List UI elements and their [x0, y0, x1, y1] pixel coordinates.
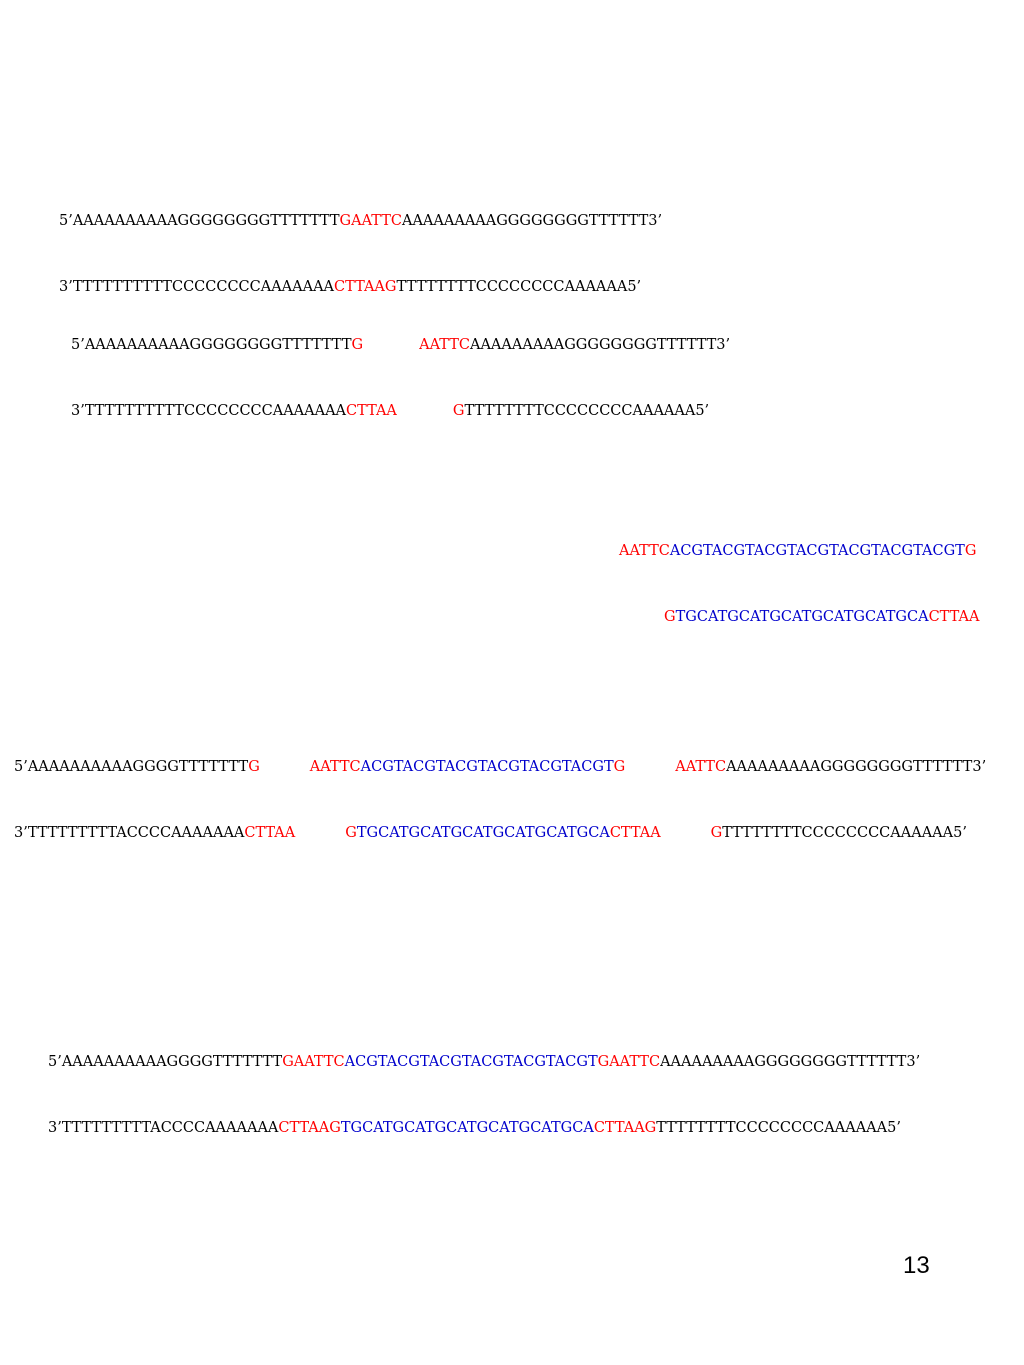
insert-seq: ACGTACGTACGTACGTACGTACGT [360, 759, 614, 775]
sticky-end: G [613, 759, 626, 775]
backbone-seq: 5’AAAAAAAAAAGGGGTTTTTTT [48, 1054, 283, 1070]
backbone-seq: TTTTTTTTCCCCCCCCAAAAAA5’ [722, 825, 967, 841]
backbone-seq: AAAAAAAAAGGGGGGGGTTTTTT3’ [726, 759, 987, 775]
insert-fragment [619, 496, 979, 650]
sticky-end: AATTC [309, 759, 361, 775]
top-strand [619, 540, 979, 562]
page-number: 13 [903, 1252, 930, 1279]
bottom-strand [619, 606, 979, 628]
dna-block-cut [71, 290, 730, 444]
sticky-end: G [345, 825, 357, 841]
insert-seq: TGCATGCATGCATGCATGCATGCA [340, 1120, 594, 1136]
sticky-end: G [964, 543, 977, 559]
backbone-seq: AAAAAAAAAGGGGGGGGTTTTTT3’ [401, 213, 663, 229]
backbone-seq: 5’AAAAAAAAAAGGGGTTTTTTT [14, 759, 249, 775]
sticky-end: CTTAA [609, 825, 661, 841]
sticky-end: CTTAA [346, 403, 397, 419]
insert-seq: TGCATGCATGCATGCATGCATGCA [675, 609, 929, 625]
sticky-end: CTTAA [928, 609, 980, 625]
backbone-seq: 5’AAAAAAAAAAGGGGGGGGTTTTTTT [59, 213, 340, 229]
restriction-site: CTTAAG [278, 1120, 341, 1136]
bottom-strand [48, 1117, 920, 1139]
top-strand [48, 1051, 920, 1073]
backbone-seq: 3’TTTTTTTTTTCCCCCCCCAAAAAAA [59, 279, 335, 295]
top-strand [14, 756, 986, 778]
backbone-seq: AAAAAAAAAGGGGGGGGTTTTTT3’ [469, 337, 731, 353]
sticky-end: CTTAA [244, 825, 296, 841]
sticky-end: AATTC [619, 543, 670, 559]
restriction-site: GAATTC [339, 213, 402, 229]
sticky-end: AATTC [419, 337, 470, 353]
backbone-seq: TTTTTTTTCCCCCCCCAAAAAA5’ [396, 279, 642, 295]
bottom-strand [71, 400, 730, 422]
sticky-end: AATTC [675, 759, 727, 775]
restriction-site: GAATTC [282, 1054, 345, 1070]
sticky-end: G [351, 337, 364, 353]
dna-block-recombinant [48, 1007, 920, 1161]
dna-block-aligned [14, 712, 986, 866]
insert-seq: TGCATGCATGCATGCATGCATGCA [356, 825, 610, 841]
backbone-seq: TTTTTTTTCCCCCCCCAAAAAA5’ [656, 1120, 901, 1136]
sticky-end: G [664, 609, 676, 625]
backbone-seq: 3’TTTTTTTTTTCCCCCCCCAAAAAAA [71, 403, 347, 419]
insert-seq: ACGTACGTACGTACGTACGTACGTACGT [669, 543, 965, 559]
sticky-end: G [248, 759, 260, 775]
backbone-seq: 3’TTTTTTTTTACCCCAAAAAAA [48, 1120, 279, 1136]
insert-seq: ACGTACGTACGTACGTACGTACGT [344, 1054, 598, 1070]
bottom-strand [14, 822, 986, 844]
restriction-site: GAATTC [597, 1054, 661, 1070]
restriction-site: CTTAAG [593, 1120, 657, 1136]
top-strand [59, 210, 662, 232]
restriction-site: CTTAAG [334, 279, 397, 295]
backbone-seq: 3’TTTTTTTTTACCCCAAAAAAA [14, 825, 245, 841]
backbone-seq: TTTTTTTTCCCCCCCCAAAAAA5’ [464, 403, 710, 419]
sticky-end: G [710, 825, 723, 841]
sticky-end: G [452, 403, 465, 419]
top-strand [71, 334, 730, 356]
backbone-seq: 5’AAAAAAAAAAGGGGGGGGTTTTTTT [71, 337, 352, 353]
backbone-seq: AAAAAAAAAGGGGGGGGTTTTTT3’ [660, 1054, 921, 1070]
